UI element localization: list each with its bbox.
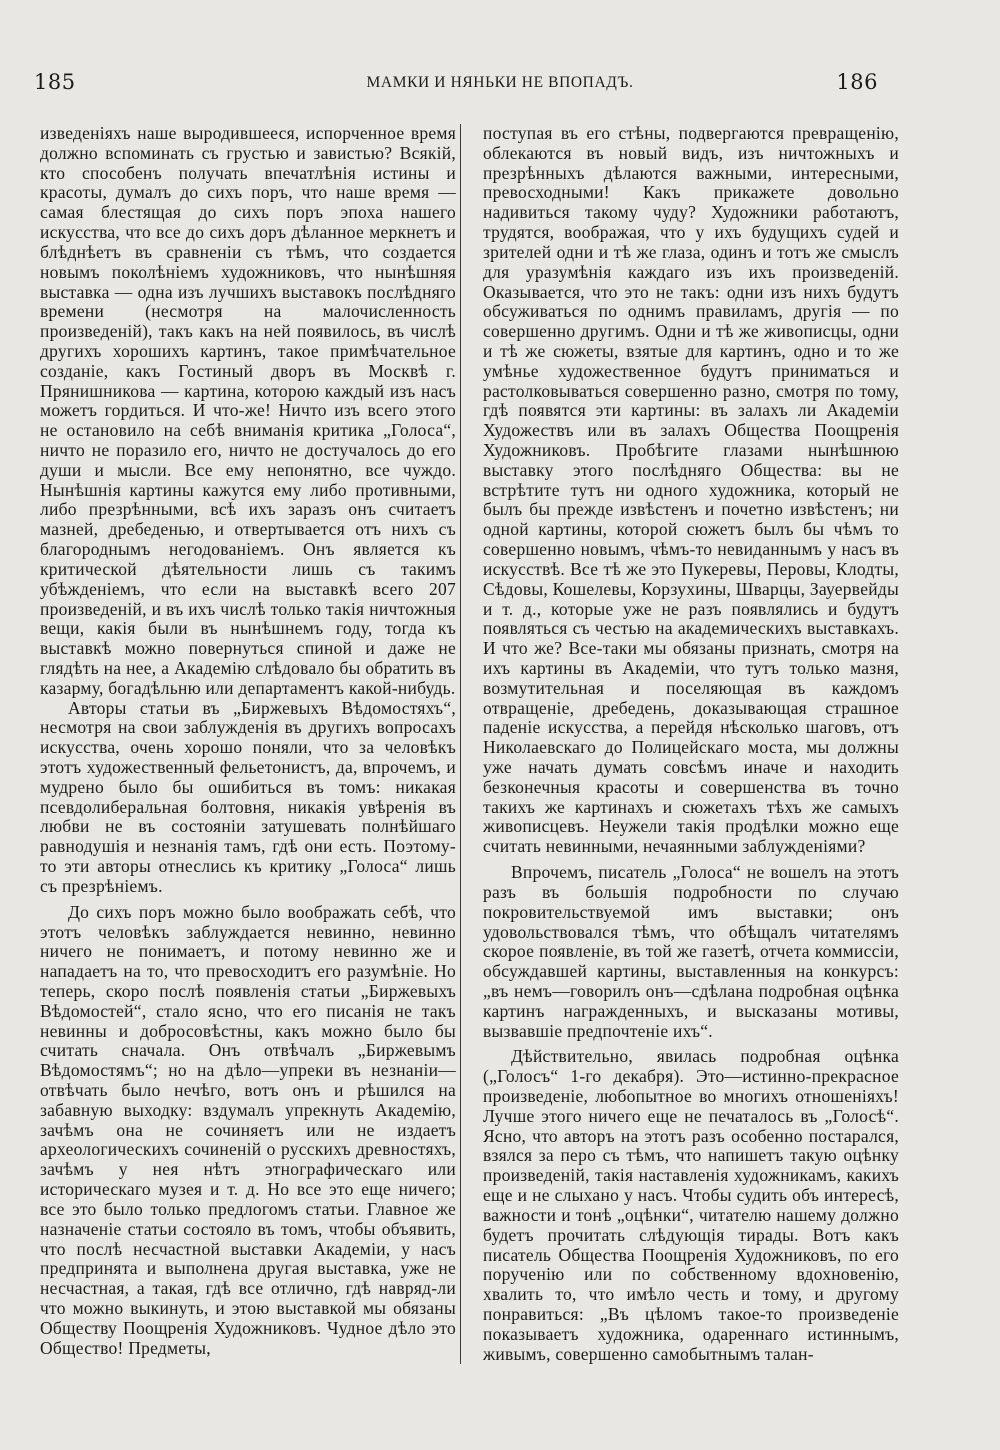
paragraph: Авторы статьи въ „Биржевыхъ Вѣдомостяхъ“, несмотря на свои заблужденія въ другихъ вопросахъ искусства, очень хорошо поняли, что за человѣкъ этотъ художественный фельетонистъ, да, впрочемъ, и мудрено было бы ошибиться въ томъ: никакая псевдолиберальная болтовня, никакія увѣренія въ любви не въ состояніи затушевать полнѣйшаго равнодушія и незнанія тамъ, гдѣ они есть. Поэтому-то эти авторы отнеслись къ критику „Голоса“ лишь съ презрѣніемъ.	[40, 697, 456, 896]
page-number-right: 186	[836, 70, 878, 94]
text-column-left	[40, 124, 456, 1358]
column-divider	[460, 124, 461, 1364]
text-column-right	[483, 124, 899, 1364]
paragraph: До сихъ поръ можно было воображать себѣ, что этотъ человѣкъ заблуждается невинно, невинно ничего не понимаетъ, и потому невинно же и нападаетъ на то, что превосходитъ его разумѣніе. Но теперь, скоро послѣ появленія статьи „Биржевыхъ Вѣдомостей“, стало ясно, что его писанія не такъ невинны и добросовѣстны, какъ можно было бы считать сначала. Онъ отвѣчалъ „Биржевымъ Вѣдомостямъ“; но на дѣло—упреки въ незнаніи—отвѣчать было нечѣго, вотъ онъ и рѣшился на забавную выходку: вздумалъ упрекнуть Академію, зачѣмъ она не сочиняетъ или не издаетъ археологическихъ сочиненій о русскихъ древностяхъ, зачѣмъ у нея нѣтъ этнографическаго или историческаго музея и т. д. Но все это еще ничего; все это было только предлогомъ статьи. Главное же назначеніе статьи состояло въ томъ, чтобы объявить, что послѣ несчастной выставки Академіи, у насъ предпринята и выполнена другая выставка, уже не несчастная, а такая, гдѣ все отлично, гдѣ навряд-ли что можно выкинуть, и этою выставкой мы обязаны Обществу Поощренія Художниковъ. Чудное дѣло это Общество! Предметы,	[40, 901, 456, 1358]
paragraph: Впрочемъ, писатель „Голоса“ не вошелъ на этотъ разъ въ большія подробности по случаю покровительствуемой имъ выставки; онъ удовольствовался тѣмъ, что обѣщалъ читателямъ скорое появленіе, въ той же газетѣ, отчета коммиссіи, обсуждавшей картины, выставленныя на конкурсъ: „въ немъ—говорилъ онъ—сдѣлана подробная оцѣнка картинъ награжденныхъ, и высказаны мотивы, вызвавшіе предпочтеніе ихъ“.	[483, 862, 899, 1041]
paragraph: изведеніяхъ наше выродившееся, испорченное время должно вспоминать съ грустью и завистью? Всякій, кто способенъ получать впечатлѣнія истины и красоты, думалъ до сихъ поръ, что наше время — самая блестящая до сихъ поръ эпоха нашего искусства, что все до сихъ доръ дѣланное меркнетъ и блѣднѣетъ въ сравненіи съ тѣмъ, что создается новымъ поколѣніемъ художниковъ, что нынѣшняя выставка — одна изъ лучшихъ выставокъ послѣдняго времени (несмотря на малочисленность произведеній), такъ какъ на ней появилось, въ числѣ другихъ хорошихъ картинъ, такое примѣчательное созданіе, какъ Гостиный дворъ въ Москвѣ г. Прянишникова — картина, которою каждый изъ насъ можетъ гордиться. И что-же! Ничто изъ всего этого не остановило на себѣ вниманія критика „Голоса“, ничто не поразило его, ничто не достучалось до его души и мысли. Все ему непонятно, все чуждо. Нынѣшнія картины кажутся ему либо противными, либо презрѣнными, всѣ ихъ заразъ онъ считаетъ мазней, дребеденью, и отвертывается отъ нихъ съ благороднымъ негодованіемъ. Онъ является къ критической дѣятельности лишь съ такимъ убѣжденіемъ, что если на выставкѣ всего 207 произведеній, и въ ихъ числѣ только такія ничтожныя вещи, какія были въ нынѣшнемъ году, тогда къ выставкѣ можно повернуться спиной и даже не глядѣть на нее, а Академію слѣдовало бы обратить въ казарму, богадѣльню или департаментъ какой-нибудь.	[40, 123, 456, 698]
page-number-left: 185	[34, 70, 76, 94]
running-title: МАМКИ И НЯНЬКИ НЕ ВПОПАДЪ.	[366, 74, 634, 91]
running-header	[0, 70, 1000, 104]
paragraph: Дѣйствительно, явилась подробная оцѣнка („Голосъ“ 1-го декабря). Это—истинно-прекрасное произведеніе, любопытное во многихъ отношеніяхъ! Лучше этого ничего еще не печаталось въ „Голосѣ“. Ясно, что авторъ на этотъ разъ особенно постарался, взялся за перо съ тѣмъ, что напишетъ такую оцѣнку произведеній, такія наставленія художникамъ, какихъ еще и не слыхано у насъ. Чтобы судить объ интересѣ, важности и тонѣ „оцѣнки“, читателю нашему должно будетъ прочитать слѣдующія тирады. Вотъ какъ писатель Общества Поощренія Художниковъ, по его порученію или по собственному вдохновенію, хвалить то, что имѣло честь и тому, и другому понравиться: „Въ цѣломъ такое-то произведеніе показываетъ художника, одареннаго истиннымъ, живымъ, совершенно самобытнымъ талан-	[483, 1046, 899, 1364]
paragraph: поступая въ его стѣны, подвергаются превращенію, облекаются въ новый видъ, изъ ничтожныхъ и презрѣнныхъ дѣлаются важными, интересными, превосходными! Какъ прикажете довольно надивиться такому чуду? Художники работаютъ, трудятся, воображая, что у ихъ будущихъ судей и зрителей одни и тѣ же глаза, одинъ и тотъ же смыслъ для уразумѣнія каждаго изъ ихъ произведеній. Оказывается, что это не такъ: одни изъ нихъ будутъ обсуживаться по однимъ правиламъ, другія — по совершенно другимъ. Одни и тѣ же живописцы, одни и тѣ же сюжеты, взятые для картинъ, одно и то же умѣнье художественное будутъ приниматься и растолковываться совершенно разно, смотря по тому, гдѣ появятся эти картины: въ залахъ ли Академіи Художествъ или въ залахъ Общества Поощренія Художниковъ. Пробѣгите глазами нынѣшнюю выставку этого послѣдняго Общества: вы не встрѣтите тутъ ни одного художника, который не былъ бы прежде извѣстенъ и почетно извѣстенъ; ни одной картины, которой сюжетъ былъ бы чѣмъ то совершенно новымъ, чѣмъ-то невиданнымъ у насъ въ искусствѣ. Все тѣ же это Пукеревы, Перовы, Клодты, Сѣдовы, Кошелевы, Корзухины, Шварцы, Зауервейды и т. д., которые уже не разъ появлялись и будутъ появляться съ честью на академическихъ выставкахъ. И что же? Все-таки мы обязаны признать, смотря на ихъ картины въ Академіи, что тутъ только мазня, возмутительная и поселяющая въ каждомъ отвращеніе, дребедень, доказывающая страшное паденіе искусства, а перейдя нѣсколько шаговъ, отъ Николаевскаго до Полицейскаго моста, мы должны уже начать думать совсѣмъ иначе и находить безконечныя красоты и совершенства въ точно такихъ же картинахъ и сюжетахъ тѣхъ же самыхъ живописцевъ. Неужели такія продѣлки можно еще считать невинными, нечаянными заблужденіями?	[483, 123, 899, 857]
